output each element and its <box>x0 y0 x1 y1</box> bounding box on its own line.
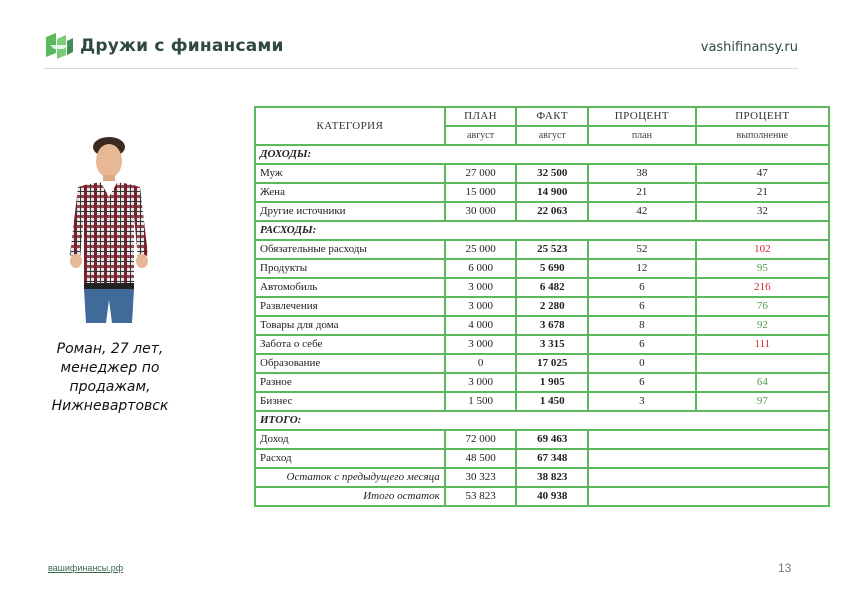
category-cell: Муж <box>255 164 445 183</box>
percent-plan-cell: 38 <box>588 164 696 183</box>
fact-cell: 14 900 <box>516 183 588 202</box>
footer-site-link[interactable]: вашифинансы.рф <box>48 563 124 573</box>
total-section-row <box>255 411 829 430</box>
expense-row <box>255 392 829 411</box>
plan-cell: 0 <box>445 354 517 373</box>
brand-logo[interactable] <box>44 33 284 59</box>
caption-line: менеджер по <box>60 360 160 376</box>
plan-cell: 30 000 <box>445 202 517 221</box>
expense-row <box>255 240 829 259</box>
income-row <box>255 164 829 183</box>
fact-cell: 17 025 <box>516 354 588 373</box>
plan-cell: 3 000 <box>445 278 517 297</box>
fact-cell: 3 315 <box>516 335 588 354</box>
expense-row <box>255 259 829 278</box>
expense-row <box>255 373 829 392</box>
fact-cell: 25 523 <box>516 240 588 259</box>
income-row <box>255 183 829 202</box>
fact-cell: 3 678 <box>516 316 588 335</box>
category-cell: Продукты <box>255 259 445 278</box>
plan-cell: 3 000 <box>445 297 517 316</box>
percent-plan-cell: 6 <box>588 373 696 392</box>
percent-exec-cell: 32 <box>696 202 829 221</box>
category-cell: Товары для дома <box>255 316 445 335</box>
percent-plan-sub: план <box>588 126 696 145</box>
percent-exec-cell: 111 <box>696 335 829 354</box>
balance-label-cell: Итого остаток <box>255 487 445 506</box>
fact-cell: 38 823 <box>516 468 588 487</box>
category-cell: Расход <box>255 449 445 468</box>
percent-exec-sub: выполнение <box>696 126 829 145</box>
percent-exec-cell: 102 <box>696 240 829 259</box>
category-cell: Жена <box>255 183 445 202</box>
caption-line: продажам, <box>69 379 151 395</box>
category-cell: Бизнес <box>255 392 445 411</box>
percent-plan-cell: 12 <box>588 259 696 278</box>
total-row <box>255 449 829 468</box>
section-title: ДОХОДЫ: <box>255 145 829 164</box>
column-header-plan: ПЛАН <box>445 107 517 126</box>
fact-cell: 1 450 <box>516 392 588 411</box>
expense-row <box>255 316 829 335</box>
budget-table <box>254 106 830 507</box>
expense-row <box>255 354 829 373</box>
column-header-fact: ФАКТ <box>516 107 588 126</box>
percent-exec-cell: 97 <box>696 392 829 411</box>
balance-row <box>255 487 829 506</box>
category-cell: Обязательные расходы <box>255 240 445 259</box>
category-cell: Забота о себе <box>255 335 445 354</box>
total-row <box>255 430 829 449</box>
plan-cell: 48 500 <box>445 449 517 468</box>
fact-cell: 32 500 <box>516 164 588 183</box>
percent-exec-cell: 21 <box>696 183 829 202</box>
empty-cell <box>588 468 829 487</box>
category-cell: Доход <box>255 430 445 449</box>
percent-exec-cell: 216 <box>696 278 829 297</box>
header-row <box>255 107 829 126</box>
percent-plan-cell: 0 <box>588 354 696 373</box>
fact-cell: 69 463 <box>516 430 588 449</box>
percent-plan-cell: 6 <box>588 297 696 316</box>
category-cell: Автомобиль <box>255 278 445 297</box>
balance-row <box>255 468 829 487</box>
expense-row <box>255 278 829 297</box>
fact-cell: 22 063 <box>516 202 588 221</box>
balance-label-cell: Остаток с предыдущего месяца <box>255 468 445 487</box>
percent-exec-cell: 64 <box>696 373 829 392</box>
fact-cell: 1 905 <box>516 373 588 392</box>
category-cell: Развлечения <box>255 297 445 316</box>
empty-cell <box>588 430 829 449</box>
header <box>0 0 842 72</box>
fact-cell: 67 348 <box>516 449 588 468</box>
plan-cell: 53 823 <box>445 487 517 506</box>
fact-cell: 5 690 <box>516 259 588 278</box>
percent-plan-cell: 52 <box>588 240 696 259</box>
category-cell: Образование <box>255 354 445 373</box>
fact-cell: 2 280 <box>516 297 588 316</box>
percent-exec-cell: 76 <box>696 297 829 316</box>
plan-cell: 3 000 <box>445 335 517 354</box>
percent-exec-cell: 92 <box>696 316 829 335</box>
plan-cell: 27 000 <box>445 164 517 183</box>
expense-row <box>255 297 829 316</box>
percent-exec-cell <box>696 354 829 373</box>
empty-cell <box>588 449 829 468</box>
plan-cell: 6 000 <box>445 259 517 278</box>
caption-line: Роман, 27 лет, <box>56 341 164 357</box>
percent-plan-cell: 6 <box>588 335 696 354</box>
plan-cell: 4 000 <box>445 316 517 335</box>
income-section-row <box>255 145 829 164</box>
caption-line: Нижневартовск <box>51 398 169 414</box>
category-cell: Разное <box>255 373 445 392</box>
expense-section-row <box>255 221 829 240</box>
section-title: ИТОГО: <box>255 411 829 430</box>
percent-plan-cell: 21 <box>588 183 696 202</box>
plan-cell: 25 000 <box>445 240 517 259</box>
fact-cell: 6 482 <box>516 278 588 297</box>
fact-month: август <box>516 126 588 145</box>
site-url[interactable]: vashifinansy.ru <box>700 40 798 55</box>
plan-cell: 30 323 <box>445 468 517 487</box>
brand-name: Дружи с финансами <box>80 36 284 56</box>
column-header-percent-exec: ПРОЦЕНТ <box>696 107 829 126</box>
person-caption <box>30 340 190 416</box>
header-divider <box>44 68 798 69</box>
section-title: РАСХОДЫ: <box>255 221 829 240</box>
percent-plan-cell: 3 <box>588 392 696 411</box>
plan-cell: 3 000 <box>445 373 517 392</box>
plan-cell: 1 500 <box>445 392 517 411</box>
page-number: 13 <box>778 561 792 575</box>
plan-cell: 72 000 <box>445 430 517 449</box>
percent-exec-cell: 95 <box>696 259 829 278</box>
percent-exec-cell: 47 <box>696 164 829 183</box>
person-photo <box>64 135 154 323</box>
plan-month: август <box>445 126 517 145</box>
expense-row <box>255 335 829 354</box>
plan-cell: 15 000 <box>445 183 517 202</box>
column-header-percent-plan: ПРОЦЕНТ <box>588 107 696 126</box>
percent-plan-cell: 42 <box>588 202 696 221</box>
income-row <box>255 202 829 221</box>
column-header-category: КАТЕГОРИЯ <box>255 107 445 145</box>
handshake-logo-icon <box>44 33 74 59</box>
category-cell: Другие источники <box>255 202 445 221</box>
fact-cell: 40 938 <box>516 487 588 506</box>
percent-plan-cell: 6 <box>588 278 696 297</box>
percent-plan-cell: 8 <box>588 316 696 335</box>
empty-cell <box>588 487 829 506</box>
